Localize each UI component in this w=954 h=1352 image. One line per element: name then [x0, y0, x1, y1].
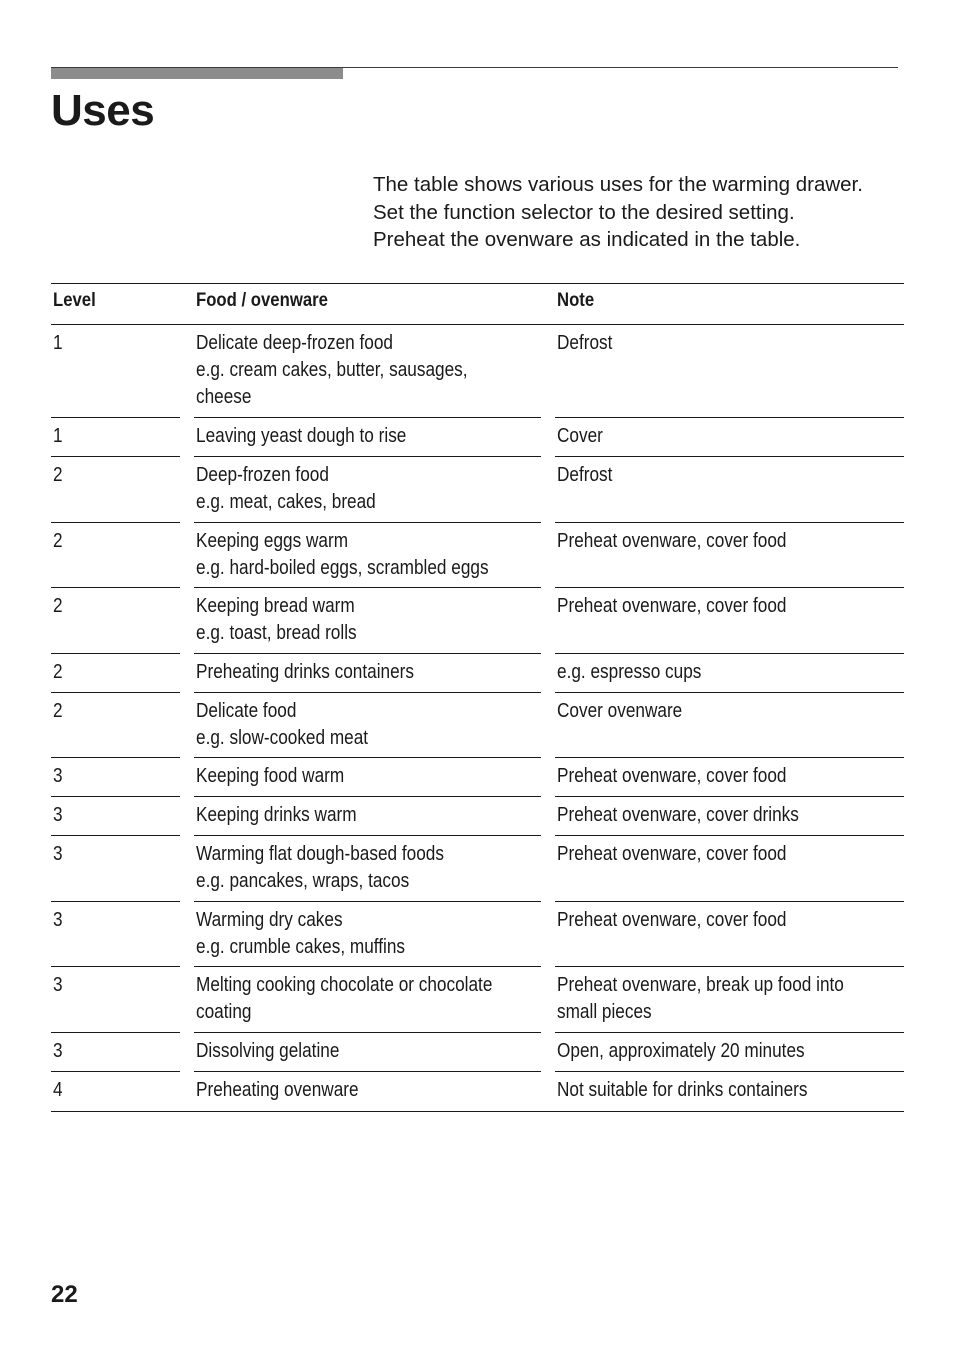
table-row	[51, 758, 904, 797]
table-row	[51, 325, 904, 418]
food-cell-line: e.g. toast, bread rolls	[196, 622, 357, 644]
level-cell	[51, 797, 180, 836]
level-cell	[51, 457, 180, 523]
note-cell-text	[557, 593, 786, 620]
level-cell-text: 3	[53, 804, 63, 826]
level-cell-text: 2	[53, 464, 63, 486]
food-cell-text	[196, 330, 468, 411]
food-cell-text	[196, 972, 492, 1026]
level-cell-text: 3	[53, 974, 63, 996]
food-cell	[194, 457, 541, 523]
level-cell	[51, 588, 180, 654]
food-cell-line: Keeping food warm	[196, 765, 345, 787]
note-cell	[555, 588, 904, 654]
note-cell-line: Cover	[557, 425, 603, 447]
page-number: 22	[51, 1281, 78, 1308]
note-cell	[555, 836, 904, 902]
note-cell	[555, 758, 904, 797]
food-cell-line: e.g. crumble cakes, muffins	[196, 935, 406, 958]
note-cell-line: e.g. espresso cups	[557, 660, 702, 683]
food-cell	[194, 588, 541, 654]
food-cell-text	[196, 462, 376, 516]
level-cell-text: 2	[53, 699, 63, 722]
table-row	[51, 457, 904, 523]
note-cell	[555, 654, 904, 693]
table-row	[51, 1033, 904, 1072]
level-cell-text: 1	[53, 332, 63, 354]
food-cell-line: e.g. cream cakes, butter, sausages,	[196, 359, 468, 381]
note-cell-text	[557, 1077, 807, 1104]
level-cell-text: 3	[53, 1039, 63, 1062]
food-cell	[194, 902, 541, 968]
table-row	[51, 654, 904, 693]
note-cell	[555, 693, 904, 759]
page-title: Uses	[51, 86, 155, 135]
intro-line: Preheat the ovenware as indicated in the table.	[373, 228, 801, 251]
note-cell-line: Preheat ovenware, break up food into	[557, 974, 844, 996]
food-cell-text	[196, 423, 406, 450]
level-cell	[51, 523, 180, 589]
level-cell	[51, 693, 180, 759]
food-cell-text	[196, 659, 414, 686]
note-cell-line: Defrost	[557, 464, 613, 486]
note-cell-text	[557, 763, 786, 790]
note-cell-text	[557, 841, 786, 868]
food-cell-line: Deep-frozen food	[196, 464, 329, 486]
note-cell-line: Preheat ovenware, cover food	[557, 595, 787, 617]
header-food: Food / ovenware	[196, 290, 328, 311]
note-cell	[555, 418, 904, 457]
food-cell-line: e.g. pancakes, wraps, tacos	[196, 870, 410, 892]
level-cell	[51, 1033, 180, 1072]
food-cell-line: Delicate deep-frozen food	[196, 332, 393, 354]
food-cell	[194, 758, 541, 797]
note-cell	[555, 902, 904, 968]
note-cell-line: Preheat ovenware, cover food	[557, 843, 787, 865]
level-cell-text: 3	[53, 843, 63, 865]
note-cell-text	[557, 802, 799, 829]
note-cell	[555, 1033, 904, 1072]
food-cell	[194, 325, 541, 418]
food-cell-line: Warming flat dough-based foods	[196, 843, 444, 865]
food-cell-line: Preheating drinks containers	[196, 660, 414, 683]
food-cell-text	[196, 698, 368, 752]
food-cell-text	[196, 593, 357, 647]
table-row	[51, 902, 904, 968]
food-cell-line: Keeping bread warm	[196, 595, 355, 617]
note-cell	[555, 523, 904, 589]
table-row	[51, 797, 904, 836]
intro-line: The table shows various uses for the warming drawer.	[373, 173, 863, 196]
food-cell-line: Preheating ovenware	[196, 1078, 359, 1101]
food-cell-text	[196, 528, 489, 582]
food-cell-line: Dissolving gelatine	[196, 1039, 340, 1062]
food-cell-line: Delicate food	[196, 699, 297, 722]
table-row	[51, 693, 904, 759]
note-cell	[555, 967, 904, 1033]
note-cell-text	[557, 659, 701, 686]
note-cell-line: Preheat ovenware, cover food	[557, 765, 787, 787]
food-cell-line: Leaving yeast dough to rise	[196, 425, 407, 447]
food-cell-line: Keeping eggs warm	[196, 529, 349, 552]
food-cell-line: Warming dry cakes	[196, 908, 343, 931]
level-cell-text: 2	[53, 660, 63, 683]
food-cell	[194, 836, 541, 902]
food-cell-line: cheese	[196, 386, 252, 408]
note-cell-line: Cover ovenware	[557, 699, 683, 722]
table-row	[51, 523, 904, 589]
table-row	[51, 967, 904, 1033]
level-cell	[51, 836, 180, 902]
level-cell-text: 3	[53, 765, 63, 787]
note-cell-line: Preheat ovenware, cover drinks	[557, 804, 799, 826]
level-cell	[51, 325, 180, 418]
food-cell	[194, 693, 541, 759]
note-cell-text	[557, 698, 682, 725]
food-cell-text	[196, 1077, 359, 1104]
table-row	[51, 836, 904, 902]
food-cell	[194, 1033, 541, 1072]
level-cell	[51, 758, 180, 797]
table-row	[51, 418, 904, 457]
note-cell-line: small pieces	[557, 1001, 652, 1023]
food-cell	[194, 797, 541, 836]
note-cell-text	[557, 423, 603, 450]
note-cell-text	[557, 528, 786, 555]
note-cell-line: Open, approximately 20 minutes	[557, 1039, 805, 1062]
food-cell-text	[196, 802, 357, 829]
intro-line: Set the function selector to the desired setting.	[373, 200, 795, 224]
level-cell-text: 2	[53, 595, 63, 617]
level-cell	[51, 654, 180, 693]
level-cell-text: 3	[53, 908, 63, 931]
table-row	[51, 588, 904, 654]
food-cell-text	[196, 1038, 339, 1065]
header-accent-bar	[51, 68, 343, 79]
food-cell-text	[196, 907, 405, 961]
food-cell	[194, 967, 541, 1033]
food-cell-line: e.g. hard-boiled eggs, scrambled eggs	[196, 556, 489, 579]
note-cell	[555, 797, 904, 836]
level-cell-text: 2	[53, 529, 63, 552]
uses-table	[51, 283, 904, 1112]
note-cell	[555, 325, 904, 418]
note-cell-text	[557, 462, 612, 489]
level-cell	[51, 1072, 180, 1111]
table-header	[51, 283, 904, 325]
food-cell	[194, 1072, 541, 1111]
header-level: Level	[53, 290, 96, 311]
level-cell-text: 4	[53, 1078, 63, 1101]
note-cell-text	[557, 330, 612, 357]
header-note: Note	[557, 290, 595, 311]
food-cell-line: Keeping drinks warm	[196, 804, 357, 826]
food-cell-line: Melting cooking chocolate or chocolate	[196, 974, 493, 996]
note-cell-line: Not suitable for drinks containers	[557, 1078, 808, 1101]
food-cell-text	[196, 763, 344, 790]
note-cell-line: Preheat ovenware, cover food	[557, 529, 787, 552]
level-cell	[51, 967, 180, 1033]
level-cell	[51, 418, 180, 457]
food-cell	[194, 654, 541, 693]
note-cell	[555, 457, 904, 523]
level-cell-text: 1	[53, 425, 63, 447]
food-cell	[194, 523, 541, 589]
note-cell-text	[557, 907, 786, 934]
food-cell-line: e.g. meat, cakes, bread	[196, 491, 376, 513]
table-body	[51, 325, 904, 1112]
note-cell-text	[557, 972, 844, 1026]
food-cell-text	[196, 841, 444, 895]
food-cell	[194, 418, 541, 457]
note-cell-line: Preheat ovenware, cover food	[557, 908, 787, 931]
food-cell-line: coating	[196, 1001, 252, 1023]
note-cell	[555, 1072, 904, 1111]
level-cell	[51, 902, 180, 968]
table-row	[51, 1072, 904, 1112]
food-cell-line: e.g. slow-cooked meat	[196, 726, 369, 749]
intro-text	[373, 171, 913, 254]
note-cell-line: Defrost	[557, 332, 613, 354]
note-cell-text	[557, 1038, 805, 1065]
